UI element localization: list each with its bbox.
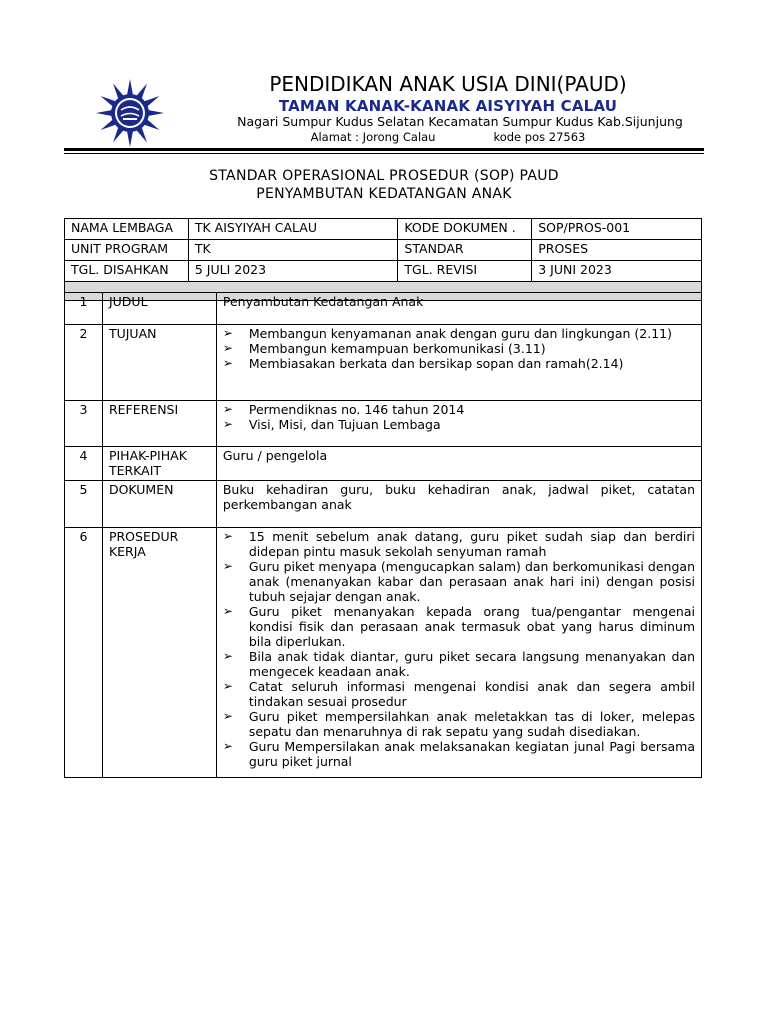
info-label: UNIT PROGRAM [65, 240, 189, 261]
sop-table [64, 292, 702, 778]
row-label: DOKUMEN [102, 481, 216, 528]
info-label: TGL. REVISI [398, 261, 532, 282]
info-value: PROSES [532, 240, 702, 261]
row-number: 6 [65, 528, 103, 778]
header-divider-thin [64, 153, 704, 154]
info-label: KODE DOKUMEN . [398, 219, 532, 240]
row-label: REFERENSI [102, 401, 216, 447]
list-item: ➢ Guru piket mempersilahkan anak meletakkan tas di loker, melepas sepatu dan menaruhnya di rak sepatu yang sudah disediakan. [223, 709, 695, 739]
document-info-table [64, 218, 702, 301]
table-row [65, 481, 702, 528]
list-item: ➢ Membangun kenyamanan anak dengan guru dan lingkungan (2.11) [223, 326, 695, 341]
school-region-line: Nagari Sumpur Kudus Selatan Kecamatan Sumpur Kudus Kab.Sijunjung [237, 114, 683, 129]
table-row [65, 219, 702, 240]
row-content [216, 528, 701, 778]
info-label: NAMA LEMBAGA [65, 219, 189, 240]
row-label-line: KERJA [108, 544, 146, 559]
info-value: TK AISYIYAH CALAU [188, 219, 398, 240]
list-item: ➢ Visi, Misi, dan Tujuan Lembaga [223, 417, 695, 432]
row-content [216, 401, 701, 447]
row-content [216, 325, 701, 401]
document-title: STANDAR OPERASIONAL PROSEDUR (SOP) PAUD [209, 168, 559, 184]
info-value: TK [188, 240, 398, 261]
list-item: ➢ 15 menit sebelum anak datang, guru piket sudah siap dan berdiri didepan pintu masuk sekolah senyuman ramah [223, 529, 695, 559]
table-row [65, 261, 702, 282]
table-row [65, 293, 702, 325]
row-label-line: TERKAIT [108, 463, 162, 478]
list-item: ➢ Bila anak tidak diantar, guru piket secara langsung menanyakan dan mengecek keadaan anak. [223, 649, 695, 679]
info-value: 3 JUNI 2023 [532, 261, 702, 282]
row-content: Buku kehadiran guru, buku kehadiran anak, jadwal piket, catatan perkembangan anak [216, 481, 701, 528]
info-label: TGL. DISAHKAN [65, 261, 189, 282]
list-item: ➢ Membangun kemampuan berkomunikasi (3.11) [223, 341, 695, 356]
info-value: SOP/PROS-001 [532, 219, 702, 240]
institution-type-heading: PENDIDIKAN ANAK USIA DINI(PAUD) [269, 72, 627, 96]
list-item: ➢ Guru Mempersilakan anak melaksanakan kegiatan junal Pagi bersama guru piket jurnal [223, 739, 695, 769]
list-item: ➢ Membiasakan berkata dan bersikap sopan dan ramah(2.14) [223, 356, 695, 371]
list-item: ➢ Guru piket menyapa (mengucapkan salam) dan berkomunikasi dengan anak (menanyakan kabar dan perasaan anak hari ini) dengan posisi tubuh sejajar dengan anak. [223, 559, 695, 604]
row-label: TUJUAN [102, 325, 216, 401]
aisyiyah-sun-emblem-icon [88, 78, 172, 148]
table-row [65, 325, 702, 401]
row-number: 2 [65, 325, 103, 401]
bullet-list [223, 402, 695, 432]
row-number: 4 [65, 447, 103, 481]
row-label: JUDUL [102, 293, 216, 325]
row-label [102, 528, 216, 778]
school-address-line [188, 130, 708, 144]
header-divider-thick [64, 148, 704, 151]
table-row [65, 528, 702, 778]
row-label [102, 447, 216, 481]
row-content: Penyambutan Kedatangan Anak [216, 293, 701, 325]
list-item: ➢ Catat seluruh informasi mengenai kondisi anak dan segera ambil tindakan sesuai prosedur [223, 679, 695, 709]
table-row [65, 401, 702, 447]
row-number: 1 [65, 293, 103, 325]
row-number: 3 [65, 401, 103, 447]
table-row [65, 240, 702, 261]
document-subtitle: PENYAMBUTAN KEDATANGAN ANAK [256, 186, 512, 202]
info-label: STANDAR [398, 240, 532, 261]
bullet-list [223, 529, 695, 769]
table-row [65, 447, 702, 481]
list-item: ➢ Guru piket menanyakan kepada orang tua/pengantar mengenai kondisi fisik dan perasaan anak termasuk obat yang harus diminum bila diperlukan. [223, 604, 695, 649]
row-label-line: PROSEDUR [108, 529, 179, 544]
row-number: 5 [65, 481, 103, 528]
info-value: 5 JULI 2023 [188, 261, 398, 282]
address-text: Alamat : Jorong Calau [310, 130, 436, 144]
row-label-line: PIHAK-PIHAK [108, 448, 187, 463]
row-content: Guru / pengelola [216, 447, 701, 481]
list-item: ➢ Permendiknas no. 146 tahun 2014 [223, 402, 695, 417]
bullet-list [223, 326, 695, 371]
school-name-heading: TAMAN KANAK-KANAK AISYIYAH CALAU [278, 97, 618, 115]
postal-code-text: kode pos 27563 [493, 130, 586, 144]
